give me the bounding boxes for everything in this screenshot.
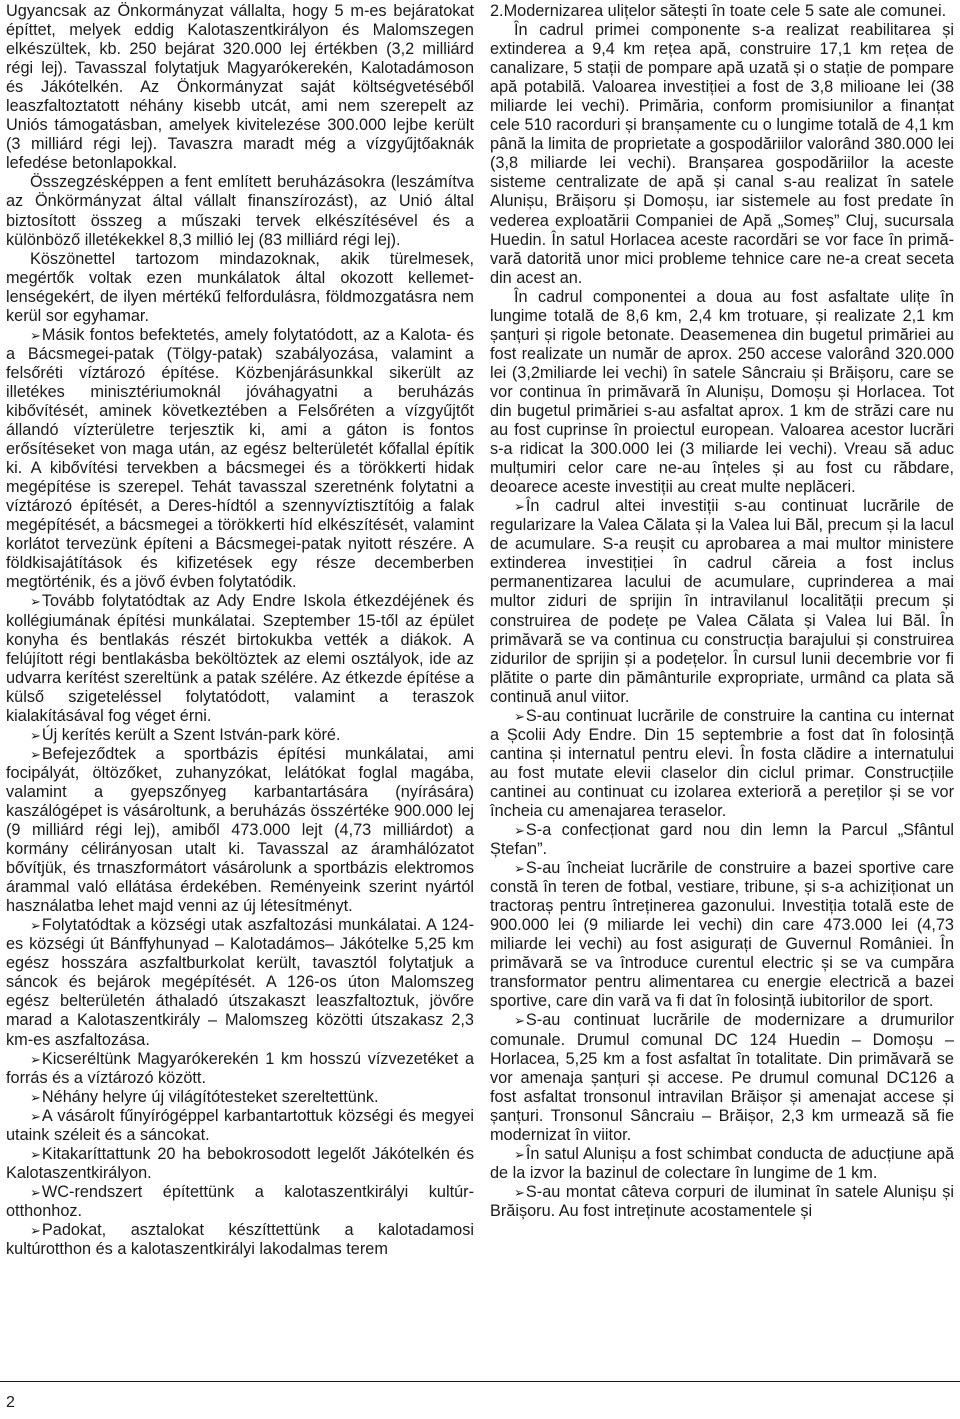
- arrowhead-bullet-icon: ➢: [30, 1089, 41, 1105]
- bullet-item: ➢Folytatódtak a községi utak aszfaltozási munkálatai. A 124-es községi út Bánffyhunyad – Kalotadámos– Jákótelke 5,25 km egész hosszára aszfaltburkolat került, tavasztól folytatjuk a sáncok és bejárok megépítését. A 126-os úton Malomszeg egész belterületén áthaladó útszakaszt leaszfaltoztuk, jövőre marad a Kalotaszentkirály – Malomszeg közötti útszakasz 2,3 km-es aszfaltozása.: [6, 916, 474, 1049]
- bullet-item: ➢S-au montat câteva corpuri de iluminat în satele Alunișu și Brăișoru. Au fost intreținute acostamentele și: [490, 1182, 954, 1220]
- arrowhead-bullet-icon: ➢: [30, 1223, 41, 1238]
- footer-divider: [0, 1381, 960, 1382]
- right-column-romanian: [490, 2, 954, 1221]
- bullet-item: ➢Néhány helyre új világítótesteket szereltettünk.: [30, 1087, 379, 1106]
- bullet-item: ➢S-au continuat lucrările de construire la cantina cu internat a Școlii Ady Endre. Din 15 septembrie a fost dat în folosință cantina și internatul pentru elevi. În fosta clădire a internatului au fost mutate elevii claselor din ciclul primar. Construcțiile cantinei au continuat cu izolarea exterioră a pereților și se vor încheia cu amenajarea teraselor.: [490, 706, 954, 820]
- bullet-item: ➢În satul Alunișu a fost schimbat conducta de aducțiune apă de la izvor la bazinul de colectare în lungime de 1 km.: [490, 1144, 954, 1182]
- arrowhead-bullet-icon: ➢: [514, 1184, 525, 1200]
- arrowhead-bullet-icon: ➢: [30, 918, 41, 934]
- bullet-item: ➢S-a confecționat gard nou din lemn la Parcul „Sfântul Ștefan”.: [490, 821, 954, 859]
- arrowhead-bullet-icon: ➢: [30, 594, 41, 610]
- arrowhead-bullet-icon: ➢: [30, 327, 41, 343]
- bullet-item: ➢Kicseréltünk Magyarókerekén 1 km hosszú vízvezetéket a forrás és a víztározó között.: [6, 1049, 474, 1087]
- left-column-hungarian: [6, 2, 474, 1259]
- arrowhead-bullet-icon: ➢: [514, 499, 525, 515]
- arrowhead-bullet-icon: ➢: [30, 1108, 41, 1124]
- arrowhead-bullet-icon: ➢: [514, 1146, 525, 1162]
- bullet-item: ➢În cadrul altei investiții s-au continuat lucrările de regularizare la Valea Călata și la Valea lui Băl, precum și la lacul de acumulare. S-a reușit cu aprobarea a mai multor ministere extinderea investiției în cadrul căreia a fost inclus permanentizarea lacului de acumulare, cuprinderea a mai multor ziduri de sprijin în intravilanul localității precum și construirea de podețe pe Valea Călata și Valea lui Băl. În primăvară se va continua cu construcția barajului și construirea zidurilor de sprijin și a podețelor. În cursul lunii decembrie vor fi plătite o parte din pământurile expropriate, urmând ca plata să continuă anul viitor.: [490, 497, 954, 706]
- paragraph: Összegzésképpen a fent említett beruházásokra (leszámítva az Önkörmányzat által vállalt finanszírozást), az Unió által biztosított összeg a műszaki tervek elkészítésével és a különböző illetékekkel 8,3 millió lej (83 milliárd régi lej).: [6, 173, 474, 249]
- bullet-item: ➢S-au încheiat lucrările de construire a bazei sportive care constă în teren de fotbal, vestiare, tribune, și s-a achiziționat un tractorаș pentru întreținerea gazonului. Investiția totală este de 900.000 lei (9 miliarde lei vechi) din care 473.000 lei (4,73 miliarde lei vechi) au fost asigurați de Guvernul României. În primăvară se va întroduce curentul electric și se va cumpăra transformator pentru alimentarea cu energie electrică a bazei sportive, care din vară va fi dat în folosință iubitorilor de sport.: [490, 859, 954, 1011]
- arrowhead-bullet-icon: ➢: [514, 861, 525, 877]
- paragraph: 2.Modernizarea ulițelor sătești în toate cele 5 sate ale comunei.: [490, 2, 947, 20]
- arrowhead-bullet-icon: ➢: [30, 1146, 41, 1162]
- bullet-item: ➢Befejeződtek a sportbázis építési munkálatai, ami focipályát, öltözőket, zuhanyzókat, lelátókat foglal magába, valamint a gyepszőnyeg karbantartására (nyírására) kaszálógépet is vásároltunk, a beruházás összértéke 900.000 lej (9 milliárd régi lej), amiből 473.000 lejt (4,73 milliárdot) a kormány célirányosan utalt ki. Tavasszal az áramhálózatot bővítjük, és trnaszformátort vásárolunk a sportbázis elektromos árammal való ellátása érdekében. Reményeink szerint nyártól használatba lehet majd venni az új létesítményt.: [6, 744, 474, 916]
- arrowhead-bullet-icon: ➢: [30, 1051, 41, 1067]
- bullet-item: ➢Padokat, asztalokat készíttettünk a kalotadamosi kultúrotthon és a kalotaszentkirályi lakodalmas terem: [6, 1221, 474, 1259]
- bullet-item: ➢Új kerítés került a Szent István-park köré.: [30, 725, 341, 744]
- bullet-item: ➢A vásárolt fűnyírógéppel karbantartottuk községi és megyei utaink széleit és a sáncokat.: [6, 1106, 474, 1144]
- bullet-item: ➢Kitakaríttattunk 20 ha bebokrosodott legelőt Jákótelkén és Kalotaszentkirályon.: [6, 1144, 474, 1182]
- arrowhead-bullet-icon: ➢: [514, 1013, 525, 1029]
- paragraph: Ugyancsak az Önkormányzat vállalta, hogy 5 m-es bejáratokat építtet, melyek eddig Kalotaszentkirályon és Malomszegen elkészültek, kb. 250 bejárat 320.000 lej értékben (3,2 milliárd régi lej). Tavasszal folytatjuk Magyarókerekén, Kalotadámoson és Jákótelkén. Az Önkormányzat saját költségvetéséből leaszfaltoztatott néhány kisebb utcát, ami nem szerepelt az Uniós támogatásban, amelyek kivitelezése 300.000 lejbe került (3 milliárd régi lej). Tavaszra maradt még a vízgyűjtőaknák lefedése betonlapokkal.: [6, 2, 474, 173]
- paragraph: În cadrul primei componente s-a realizat reabilitarea și extinderea a 9,4 km rețea apă, construire 17,1 km rețea de canalizare, 5 stații de pompare apă uzată și o stație de pompare apă potabilă. Valoarea investiției a fost de 3,8 milioane lei (38 miliarde lei vechi). Primăria, conform promisiunilor a finanțat cele 510 racorduri și branșamente cu o lungime totală de 4,1 km până la limita de proprietate a gospodăriilor valorând 380.000 lei (3,8 miliarde lei vechi). Branșarea gospodăriilor la aceste sisteme centralizate de apă și canal s-au realizat în satele Alunișu, Brăișoru și Domoșu, iar sistemele au fost predate în vederea exploatării Companiei de Apă „Someș” Cluj, sucursala Huedin. În satul Horlacea aceste racordări se vor face în primăvară datorită unor mici probleme tehnice care ne-a creat seceta din acest an.: [490, 21, 954, 287]
- arrowhead-bullet-icon: ➢: [30, 1184, 41, 1200]
- paragraph: Köszönettel tartozom mindazoknak, akik türelmesek, megértők voltak ezen munkálatok által okozott kellemetlenségekért, de ilyen mértékű felfordulásra, földmozgatásra nem kerül sor egyhamar.: [6, 249, 474, 325]
- arrowhead-bullet-icon: ➢: [30, 727, 41, 743]
- bullet-item: ➢S-au continuat lucrările de modernizare a drumurilor comunale. Drumul comunal DC 124 Huedin – Domoșu – Horlacea, 5,25 km a fost asfaltat în totalitate. Din primăvară se vor amenaja șanțuri și accese. Pe drumul comunal DC126 a fost asfaltat tronsonul intravilan Brăișor și amenajat accese și șanțuri. Tronsonul Sâncraiu – Brăișor, 2,3 km urmează să fie modernizat în viitor.: [490, 1011, 954, 1144]
- bullet-item: ➢WC-rendszert építettünk a kalotaszentkirályi kultúrotthonhoz.: [6, 1182, 474, 1220]
- page-number: 2: [6, 1394, 15, 1411]
- paragraph: În cadrul componentei a doua au fost asfaltate ulițe în lungime totală de 8,6 km, 2,4 km trotuare, și realizate 2,1 km șanțuri și rigole betonate. Deasemenea din bugetul primăriei au fost realizate un număr de aprox. 250 accese valorând 320.000 lei (3,2miliarde lei vechi) în satele Sâncraiu și Brăișoru, care se vor continua în primăvară în Alunișu, Domoșu și Horlacea. Tot din bugetul primăriei s-au asfaltat aprox. 1 km de străzi care nu au fost cuprinse în proiectul european. Valoarea acestor lucrări s-a ridicat la 300.000 lei (3 miliarde lei vechi). Vreau să aduc mulțumiri celor care ne-au înțeles și au fost cu răbdare, deoarece aceste investiții au creat multe neplăceri.: [490, 287, 954, 497]
- arrowhead-bullet-icon: ➢: [514, 823, 525, 839]
- bullet-item: ➢Másik fontos befektetés, amely folytatódott, az a Kalota- és a Bácsmegei-patak (Tölgy-patak) szabályozása, valamint a felsőréti víztározó építése. Közbenjárásunkkal sikerült az illetékes minisztériumoknál jóváhagyatni a beruházás kibővítését, aminek következtében a Felsőréten a vízgyűjtőt állandó vízterületre terjesztik ki, ami a gáton is fontos erősítéseket von maga után, az egész belterületét kőfallal építik ki. A kibővítési tervekben a bácsmegei és a törökkerti hidak megépítése is szerepel. Tehát tavasszal szeretnénk folytatni a víztározó építését, a Deres-hídtól a szennyvíztisztítóig a falak megépítését, a bácsmegei a törökkerti híd elkészítését, valamint korlátot tervezünk építeni a Bácsmegei-patak nyitott részére. A földkisajátítások és kifizetések egy része decemberben megtörténik, és a jövő évben folytatódik.: [6, 325, 474, 592]
- arrowhead-bullet-icon: ➢: [30, 746, 41, 762]
- arrowhead-bullet-icon: ➢: [514, 708, 525, 724]
- bullet-item: ➢Tovább folytatódtak az Ady Endre Iskola étkezdéjének és kollégiumának építési munkálatai. Szeptember 15-től az épület konyha és bentlakás részét birtokukba vették a diákok. A felújított régi bentlakásba beköltöztek az elemi osztályok, ide az udvarra kerítést szereltünk a patak szélére. Az étkezde építése a külső szigeteléssel folytatódott, valamint a teraszok kialakításával fog véget érni.: [6, 592, 474, 725]
